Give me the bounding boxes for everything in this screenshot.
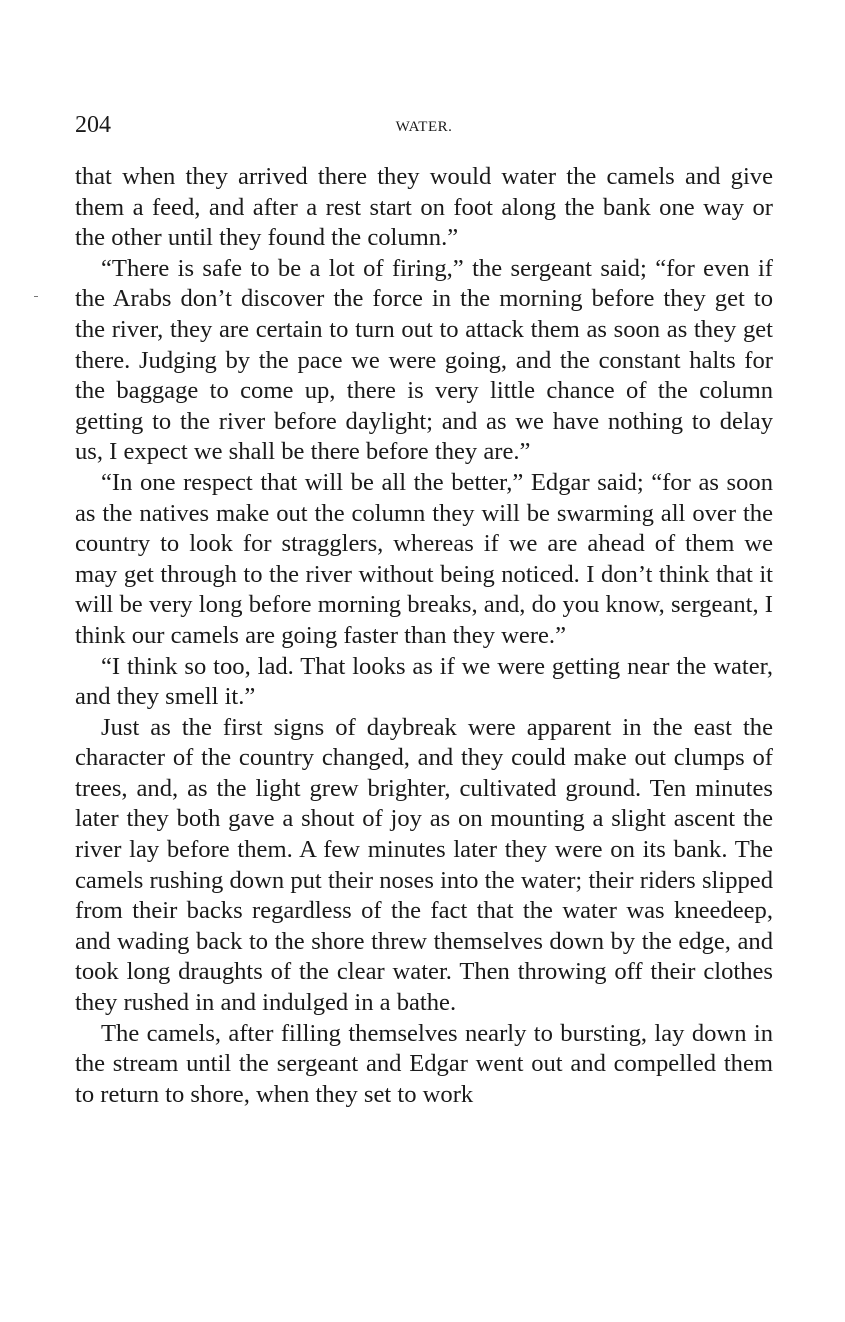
paragraph-daybreak: Just as the first signs of daybreak were apparent in the east the character of the country changed, and they could make out clumps of trees, and, as the light grew brighter, cultivated ground. Ten minutes later they both gave a shout of joy as on mounting a slight ascent the river lay before them. A few minutes later they were on its bank. The camels rushing down put their noses into the water; their riders slipped from their backs regardless of the fact that the water was kneedeep, and wading back to the shore threw themselves down by the edge, and took long draughts of the clear water. Then throwing off their clothes they rushed in and indulged in a bathe. [75, 713, 773, 1017]
margin-mark [34, 296, 38, 297]
paragraph-sergeant-firing: “There is safe to be a lot of firing,” the sergeant said; “for even if the Arabs don’t discover the force in the morning before they get to the river, they are certain to turn out to attack them as soon as they get there. Judging by the pace we were going, and the constant halts for the baggage to come up, there is very little chance of the column getting to the river before daylight; and as we have nothing to delay us, I expect we shall be there before they are.” [75, 254, 773, 466]
page-number: 204 [75, 112, 111, 138]
paragraph-sergeant-agrees: “I think so too, lad. That looks as if we were getting near the water, and they smell it.” [75, 652, 773, 711]
running-title: WATER. [395, 119, 453, 135]
running-head [75, 110, 773, 140]
paragraph-camels-stream: The camels, after filling themselves nearly to bursting, lay down in the stream until the sergeant and Edgar went out and compelled them to return to shore, when they set to work [75, 1019, 773, 1108]
body-text [75, 162, 773, 1110]
paragraph-continued: that when they arrived there they would water the camels and give them a feed, and after a rest start on foot along the bank one way or the other until they found the column.” [75, 163, 773, 252]
paragraph-edgar-reply: “In one respect that will be all the better,” Edgar said; “for as soon as the natives make out the column they will be swarming all over the country to look for stragglers, whereas if we are ahead of them we may get through to the river without being noticed. I don’t think that it will be very long before morning breaks, and, do you know, sergeant, I think our camels are going faster than they were.” [75, 468, 773, 649]
